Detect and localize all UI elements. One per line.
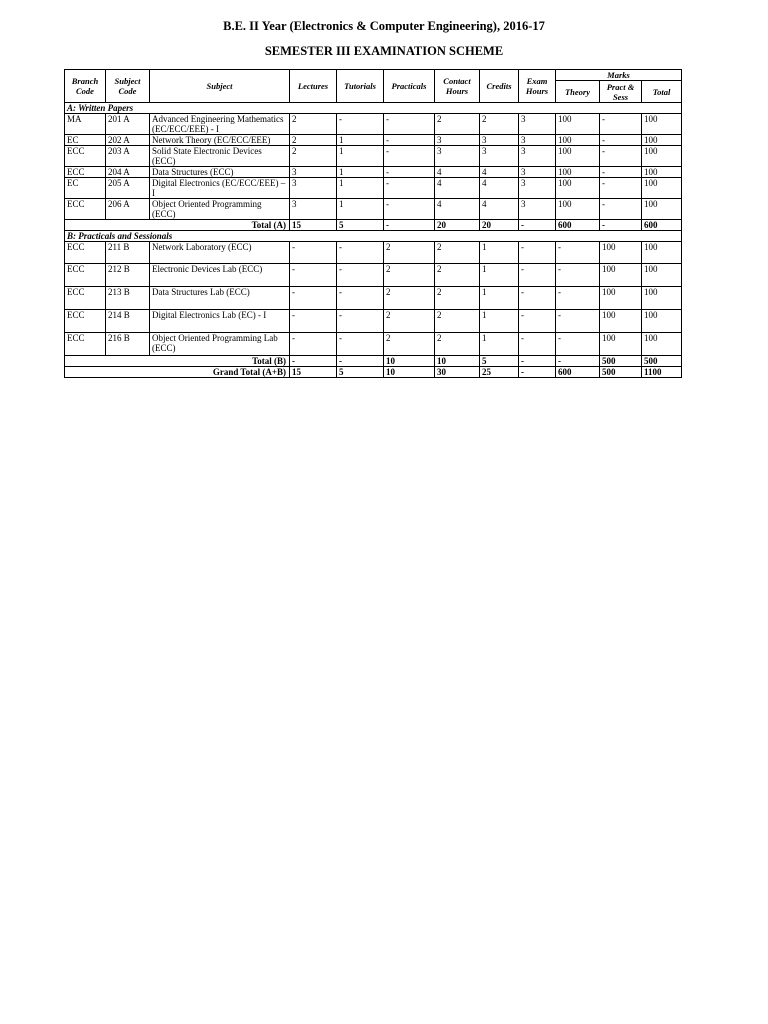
section-written-papers <box>65 103 682 114</box>
cell-branch: ECC <box>65 167 106 178</box>
cell-pract-sess: - <box>600 178 642 199</box>
table-row <box>65 167 682 178</box>
cell-contact-hours: 2 <box>435 333 480 356</box>
cell-theory: 600 <box>556 220 600 231</box>
cell-branch: MA <box>65 114 106 135</box>
cell-credits: 25 <box>480 367 519 378</box>
cell-total: 100 <box>642 310 682 333</box>
header-marks: Marks <box>556 70 682 81</box>
cell-theory: 100 <box>556 199 600 220</box>
cell-total: 1100 <box>642 367 682 378</box>
cell-tutorials: 5 <box>337 220 384 231</box>
cell-theory: 100 <box>556 178 600 199</box>
cell-total: 100 <box>642 199 682 220</box>
cell-subject-code: 213 B <box>106 287 150 310</box>
cell-tutorials: - <box>337 333 384 356</box>
cell-lectures: - <box>290 242 337 264</box>
cell-pract-sess: 100 <box>600 287 642 310</box>
cell-practicals: - <box>384 220 435 231</box>
cell-contact-hours: 2 <box>435 114 480 135</box>
table-row <box>65 146 682 167</box>
cell-pract-sess: 500 <box>600 367 642 378</box>
cell-tutorials: 1 <box>337 178 384 199</box>
header-subject-code: Subject Code <box>106 70 150 103</box>
cell-exam-hours: - <box>519 356 556 367</box>
cell-exam-hours: - <box>519 310 556 333</box>
cell-branch: ECC <box>65 199 106 220</box>
cell-credits: 3 <box>480 146 519 167</box>
cell-credits: 3 <box>480 135 519 146</box>
cell-credits: 4 <box>480 199 519 220</box>
cell-exam-hours: - <box>519 287 556 310</box>
cell-tutorials: 1 <box>337 135 384 146</box>
cell-practicals: - <box>384 114 435 135</box>
cell-lectures: 2 <box>290 146 337 167</box>
cell-theory: 100 <box>556 146 600 167</box>
cell-subject-code: 211 B <box>106 242 150 264</box>
cell-contact-hours: 10 <box>435 356 480 367</box>
cell-branch: ECC <box>65 310 106 333</box>
cell-theory: - <box>556 356 600 367</box>
cell-pract-sess: - <box>600 146 642 167</box>
examination-scheme-table <box>64 69 682 378</box>
cell-lectures: 15 <box>290 220 337 231</box>
total-a-label: Total (A) <box>65 220 290 231</box>
cell-exam-hours: - <box>519 367 556 378</box>
cell-exam-hours: 3 <box>519 167 556 178</box>
cell-theory: 100 <box>556 114 600 135</box>
table-row <box>65 114 682 135</box>
cell-theory: - <box>556 287 600 310</box>
total-a-row <box>65 220 682 231</box>
cell-subject-code: 203 A <box>106 146 150 167</box>
table-row <box>65 264 682 287</box>
cell-branch: ECC <box>65 264 106 287</box>
header-practicals: Practicals <box>384 70 435 103</box>
header-credits: Credits <box>480 70 519 103</box>
cell-branch: ECC <box>65 333 106 356</box>
cell-total: 600 <box>642 220 682 231</box>
cell-practicals: 2 <box>384 242 435 264</box>
cell-theory: - <box>556 242 600 264</box>
cell-practicals: 2 <box>384 310 435 333</box>
cell-subject-code: 201 A <box>106 114 150 135</box>
table-row <box>65 287 682 310</box>
cell-practicals: - <box>384 178 435 199</box>
cell-practicals: - <box>384 146 435 167</box>
cell-theory: 100 <box>556 135 600 146</box>
total-b-label: Total (B) <box>65 356 290 367</box>
cell-contact-hours: 4 <box>435 167 480 178</box>
cell-pract-sess: - <box>600 220 642 231</box>
cell-pract-sess: 500 <box>600 356 642 367</box>
cell-contact-hours: 3 <box>435 146 480 167</box>
cell-exam-hours: - <box>519 333 556 356</box>
cell-subject: Data Structures (ECC) <box>150 167 290 178</box>
cell-subject-code: 205 A <box>106 178 150 199</box>
cell-pract-sess: 100 <box>600 242 642 264</box>
header-exam-hours: Exam Hours <box>519 70 556 103</box>
cell-total: 100 <box>642 264 682 287</box>
table-row <box>65 310 682 333</box>
cell-subject: Advanced Engineering Mathematics (EC/ECC/EEE) - I <box>150 114 290 135</box>
cell-contact-hours: 2 <box>435 310 480 333</box>
cell-branch: ECC <box>65 287 106 310</box>
cell-subject: Digital Electronics (EC/ECC/EEE) – I <box>150 178 290 199</box>
cell-contact-hours: 4 <box>435 199 480 220</box>
cell-subject-code: 206 A <box>106 199 150 220</box>
header-subject: Subject <box>150 70 290 103</box>
header-contact-hours: Contact Hours <box>435 70 480 103</box>
cell-contact-hours: 2 <box>435 287 480 310</box>
cell-theory: - <box>556 333 600 356</box>
cell-practicals: 10 <box>384 356 435 367</box>
cell-total: 100 <box>642 178 682 199</box>
table-row <box>65 135 682 146</box>
document-title: B.E. II Year (Electronics & Computer Engineering), 2016-17 <box>223 19 545 33</box>
cell-tutorials: - <box>337 242 384 264</box>
cell-pract-sess: - <box>600 135 642 146</box>
header-branch-code: Branch Code <box>65 70 106 103</box>
total-b-row <box>65 356 682 367</box>
cell-total: 100 <box>642 242 682 264</box>
cell-credits: 1 <box>480 333 519 356</box>
cell-contact-hours: 20 <box>435 220 480 231</box>
cell-lectures: - <box>290 287 337 310</box>
cell-practicals: 2 <box>384 287 435 310</box>
cell-contact-hours: 30 <box>435 367 480 378</box>
table-row <box>65 333 682 356</box>
cell-tutorials: 1 <box>337 146 384 167</box>
cell-theory: 100 <box>556 167 600 178</box>
table-row <box>65 199 682 220</box>
cell-subject: Electronic Devices Lab (ECC) <box>150 264 290 287</box>
cell-credits: 1 <box>480 310 519 333</box>
cell-lectures: 15 <box>290 367 337 378</box>
cell-subject: Object Oriented Programming Lab (ECC) <box>150 333 290 356</box>
cell-tutorials: 1 <box>337 167 384 178</box>
cell-subject: Solid State Electronic Devices (ECC) <box>150 146 290 167</box>
cell-subject: Network Laboratory (ECC) <box>150 242 290 264</box>
cell-credits: 20 <box>480 220 519 231</box>
cell-lectures: - <box>290 264 337 287</box>
header-total: Total <box>642 81 682 103</box>
cell-pract-sess: 100 <box>600 264 642 287</box>
cell-pract-sess: 100 <box>600 333 642 356</box>
cell-theory: 600 <box>556 367 600 378</box>
cell-credits: 4 <box>480 178 519 199</box>
cell-credits: 5 <box>480 356 519 367</box>
cell-credits: 1 <box>480 287 519 310</box>
cell-subject-code: 202 A <box>106 135 150 146</box>
cell-tutorials: - <box>337 264 384 287</box>
cell-pract-sess: 100 <box>600 310 642 333</box>
cell-subject: Data Structures Lab (ECC) <box>150 287 290 310</box>
cell-lectures: 2 <box>290 114 337 135</box>
section-practicals-sessionals <box>65 231 682 242</box>
cell-subject-code: 214 B <box>106 310 150 333</box>
cell-subject-code: 216 B <box>106 333 150 356</box>
cell-tutorials: - <box>337 114 384 135</box>
section-label: B: Practicals and Sessionals <box>65 231 682 242</box>
cell-practicals: - <box>384 167 435 178</box>
cell-exam-hours: - <box>519 220 556 231</box>
grand-total-label: Grand Total (A+B) <box>65 367 290 378</box>
cell-total: 500 <box>642 356 682 367</box>
cell-subject: Object Oriented Programming (ECC) <box>150 199 290 220</box>
cell-credits: 4 <box>480 167 519 178</box>
grand-total-row <box>65 367 682 378</box>
cell-exam-hours: - <box>519 242 556 264</box>
cell-tutorials: - <box>337 310 384 333</box>
cell-lectures: 2 <box>290 135 337 146</box>
cell-total: 100 <box>642 114 682 135</box>
cell-practicals: 2 <box>384 264 435 287</box>
cell-total: 100 <box>642 287 682 310</box>
cell-practicals: - <box>384 135 435 146</box>
cell-pract-sess: - <box>600 199 642 220</box>
cell-contact-hours: 3 <box>435 135 480 146</box>
cell-branch: EC <box>65 135 106 146</box>
section-label: A: Written Papers <box>65 103 682 114</box>
header-theory: Theory <box>556 81 600 103</box>
cell-exam-hours: 3 <box>519 199 556 220</box>
cell-tutorials: - <box>337 287 384 310</box>
cell-exam-hours: 3 <box>519 114 556 135</box>
cell-lectures: 3 <box>290 178 337 199</box>
cell-contact-hours: 2 <box>435 242 480 264</box>
cell-total: 100 <box>642 167 682 178</box>
cell-theory: - <box>556 264 600 287</box>
cell-lectures: 3 <box>290 167 337 178</box>
cell-practicals: 10 <box>384 367 435 378</box>
cell-tutorials: 1 <box>337 199 384 220</box>
cell-exam-hours: 3 <box>519 135 556 146</box>
cell-lectures: - <box>290 333 337 356</box>
cell-lectures: - <box>290 356 337 367</box>
cell-practicals: 2 <box>384 333 435 356</box>
cell-branch: EC <box>65 178 106 199</box>
cell-total: 100 <box>642 333 682 356</box>
cell-branch: ECC <box>65 146 106 167</box>
cell-branch: ECC <box>65 242 106 264</box>
table-row <box>65 242 682 264</box>
cell-practicals: - <box>384 199 435 220</box>
header-tutorials: Tutorials <box>337 70 384 103</box>
cell-lectures: 3 <box>290 199 337 220</box>
header-pract-sess: Pract & Sess <box>600 81 642 103</box>
cell-contact-hours: 2 <box>435 264 480 287</box>
cell-contact-hours: 4 <box>435 178 480 199</box>
cell-tutorials: - <box>337 356 384 367</box>
cell-pract-sess: - <box>600 167 642 178</box>
cell-theory: - <box>556 310 600 333</box>
cell-exam-hours: - <box>519 264 556 287</box>
cell-total: 100 <box>642 135 682 146</box>
cell-subject-code: 212 B <box>106 264 150 287</box>
document-subtitle: SEMESTER III EXAMINATION SCHEME <box>264 44 504 58</box>
cell-credits: 1 <box>480 264 519 287</box>
cell-credits: 1 <box>480 242 519 264</box>
cell-pract-sess: - <box>600 114 642 135</box>
cell-lectures: - <box>290 310 337 333</box>
cell-subject: Digital Electronics Lab (EC) - I <box>150 310 290 333</box>
header-lectures: Lectures <box>290 70 337 103</box>
cell-subject: Network Theory (EC/ECC/EEE) <box>150 135 290 146</box>
cell-exam-hours: 3 <box>519 178 556 199</box>
cell-subject-code: 204 A <box>106 167 150 178</box>
cell-total: 100 <box>642 146 682 167</box>
cell-exam-hours: 3 <box>519 146 556 167</box>
cell-tutorials: 5 <box>337 367 384 378</box>
table-row <box>65 178 682 199</box>
cell-credits: 2 <box>480 114 519 135</box>
